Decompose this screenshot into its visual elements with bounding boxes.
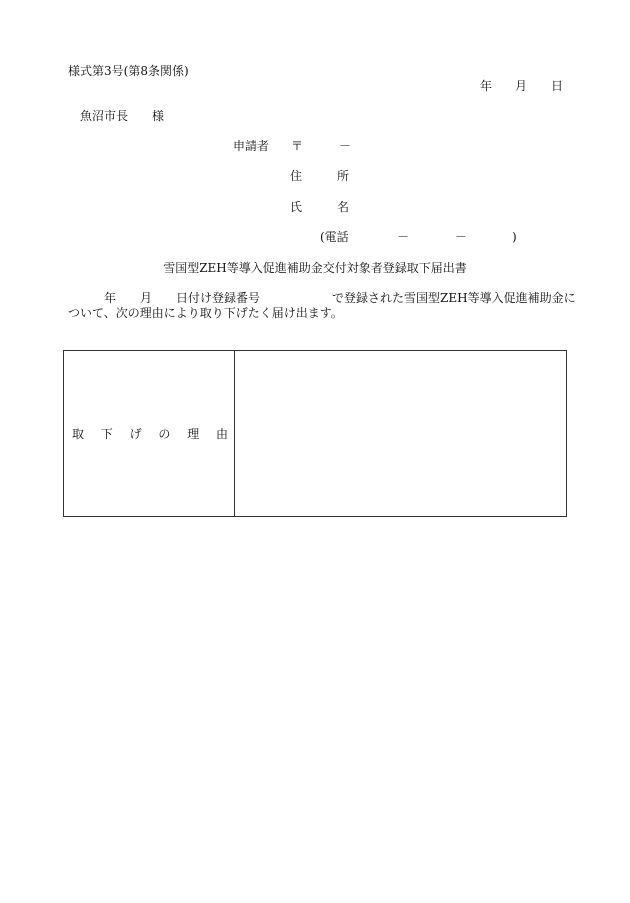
body-year: 年 [104, 291, 117, 305]
reason-label-char: 理 [187, 427, 200, 441]
reason-label-char: 下 [100, 427, 113, 441]
reason-label [64, 425, 234, 442]
reason-label-cell [64, 351, 235, 517]
addressee-name: 魚沼市長 [80, 109, 129, 123]
date-day-label: 日 [551, 79, 564, 93]
addressee-honorific: 様 [152, 109, 165, 123]
body-month: 月 [140, 291, 153, 305]
name-label-1: 氏 [290, 200, 303, 214]
document-title: 雪国型ZEH等導入促進補助金交付対象者登録取下届出書 [163, 261, 467, 275]
address-label-2: 所 [337, 169, 350, 183]
phone-dash-1: － [397, 230, 410, 244]
applicant-label: 申請者 [233, 139, 270, 153]
body-date-reg: 日付け登録番号 [176, 291, 261, 305]
address-label-1: 住 [290, 169, 303, 183]
addressee [80, 109, 164, 123]
reason-label-char: の [158, 427, 171, 441]
phone-dash-2: － [455, 230, 468, 244]
body-line-2: ついて、次の理由により取り下げたく届け出ます。 [68, 306, 343, 320]
postal-dash: － [339, 139, 352, 153]
body-text [68, 291, 576, 321]
reason-label-char: 取 [72, 427, 85, 441]
body-line-1 [68, 291, 576, 306]
form-number: 様式第3号(第8条関係) [68, 64, 189, 78]
reason-label-char: 由 [215, 427, 228, 441]
date-year-label: 年 [480, 79, 493, 93]
postal-mark: 〒 [291, 139, 304, 153]
reason-label-char: げ [129, 427, 142, 441]
reason-content-cell[interactable] [235, 351, 567, 517]
date-month-label: 月 [515, 79, 528, 93]
phone-open: (電話 [320, 230, 349, 244]
phone-close: ) [512, 230, 517, 244]
name-label-2: 名 [337, 200, 350, 214]
reason-table [63, 350, 567, 517]
body-rest: で登録された雪国型ZEH等導入促進補助金に [332, 291, 576, 305]
